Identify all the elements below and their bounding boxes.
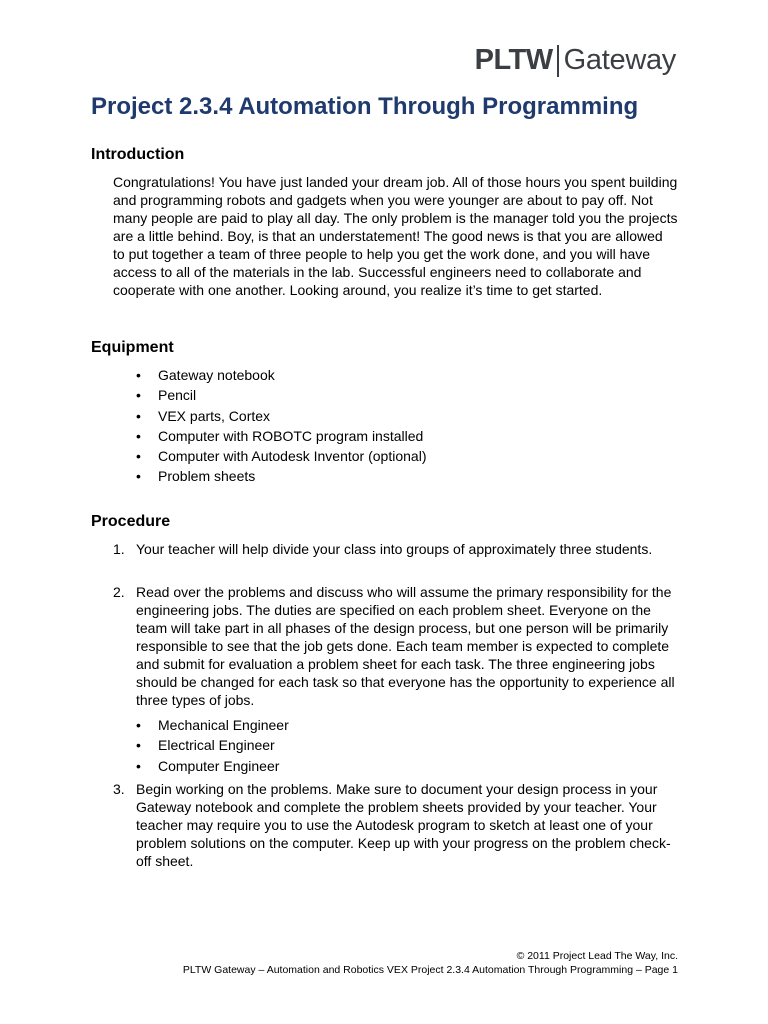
step-number: 3. bbox=[113, 781, 125, 797]
list-item: • Gateway notebook bbox=[158, 365, 426, 385]
logo-product: Gateway bbox=[563, 44, 676, 76]
procedure-step-2 bbox=[113, 583, 678, 709]
pltw-gateway-logo bbox=[475, 44, 676, 77]
list-item: • Computer with Autodesk Inventor (optional) bbox=[158, 446, 426, 466]
procedure-step-3 bbox=[113, 780, 678, 870]
list-item: • Problem sheets bbox=[158, 466, 426, 486]
page-title: Project 2.3.4 Automation Through Programming bbox=[91, 93, 639, 120]
list-item: • Computer with ROBOTC program installed bbox=[158, 426, 426, 446]
footer-line: PLTW Gateway – Automation and Robotics VEX Project 2.3.4 Automation Through Programming – Page 1 bbox=[182, 964, 678, 976]
list-item: • VEX parts, Cortex bbox=[158, 406, 426, 426]
step-text: Begin working on the problems. Make sure to document your design process in your Gateway notebook and complete the problem sheets provided by your teacher. Your teacher may require you to use the Autodesk program to sketch at least one of your problem solutions on the computer. Keep up with your progress on the problem check-off sheet. bbox=[136, 781, 671, 869]
procedure-heading: Procedure bbox=[91, 513, 171, 530]
logo-divider bbox=[557, 45, 559, 77]
step-text: Read over the problems and discuss who will assume the primary responsibility for the engineering jobs. The duties are specified on each problem sheet. Everyone on the team will take part in all phases of the design process, but one person will be primarily responsible to see that the job gets done. Each team member is expected to complete and submit for evaluation a problem sheet for each task. The three engineering jobs should be changed for each task so that everyone has the opportunity to experience all three types of jobs. bbox=[136, 584, 675, 708]
step-number: 1. bbox=[113, 541, 125, 557]
equipment-heading: Equipment bbox=[91, 339, 174, 356]
job-types-list bbox=[158, 715, 289, 776]
logo-brand: PLTW bbox=[474, 44, 553, 76]
equipment-list bbox=[158, 365, 426, 487]
list-item: • Computer Engineer bbox=[158, 756, 289, 776]
list-item: • Mechanical Engineer bbox=[158, 715, 289, 735]
introduction-heading: Introduction bbox=[91, 146, 185, 163]
step-number: 2. bbox=[113, 584, 125, 600]
introduction-text: Congratulations! You have just landed your dream job. All of those hours you spent building and programming robots and gadgets when you were younger are about to pay off. Not many people are paid to play all day. The only problem is the manager told you the projects are a little behind. Boy, is that an understatement! The good news is that you are allowed to put together a team of three people to help you get the work done, and you will have access to all of the materials in the lab. Successful engineers need to collaborate and cooperate with one another. Looking around, you realize it’s time to get started. bbox=[113, 174, 678, 298]
step-text: Your teacher will help divide your class into groups of approximately three students. bbox=[136, 541, 653, 557]
list-item: • Pencil bbox=[158, 385, 426, 405]
footer-copyright: © 2011 Project Lead The Way, Inc. bbox=[516, 950, 678, 962]
procedure-step-1 bbox=[113, 540, 678, 558]
list-item: • Electrical Engineer bbox=[158, 735, 289, 755]
